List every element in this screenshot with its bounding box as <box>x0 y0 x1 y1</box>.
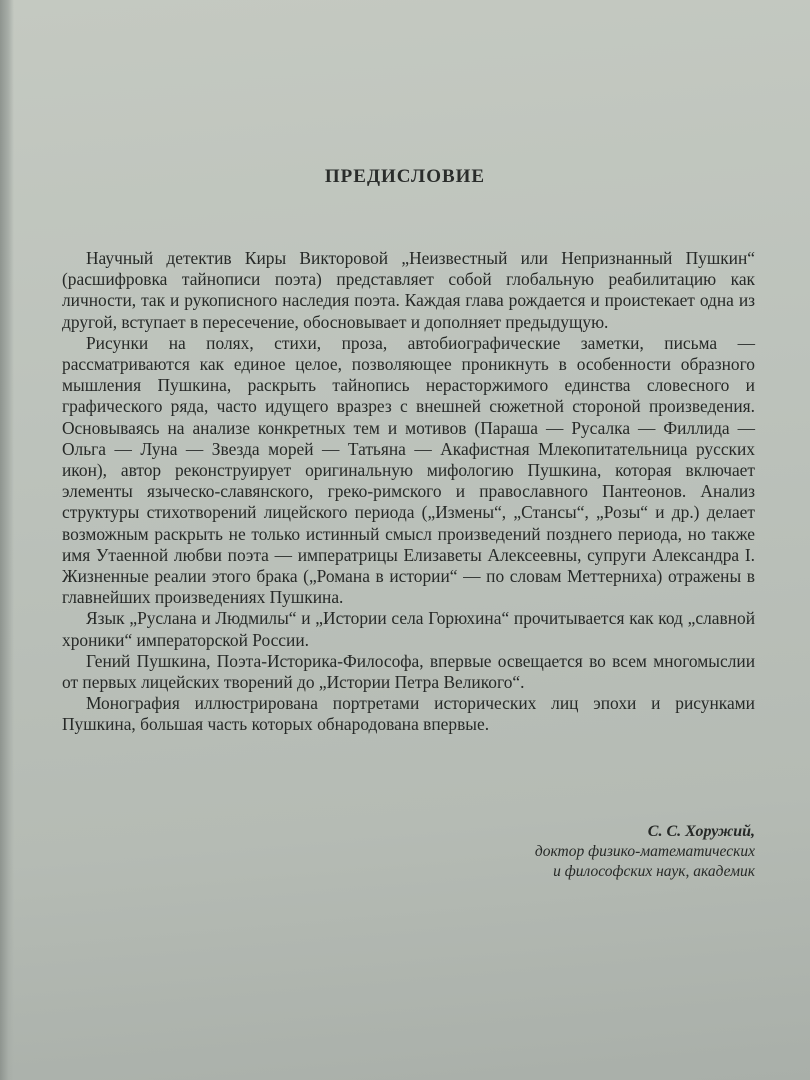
signature-name: С. С. Хоружий, <box>647 823 755 840</box>
page-title: ПРЕДИСЛОВИЕ <box>324 166 486 187</box>
paragraph-1: Научный детектив Киры Викторовой „Неизвестный или Непризнанный Пушкин“ (расшифровка тайнописи поэта) представляет собой глобальную реабилитацию как личности, так и рукописного наследия поэта. Каждая глава рождается и проистекает одна из другой, вступает в пересечение, обосновывает и дополняет предыдущую. <box>62 248 755 332</box>
paragraph-3: Язык „Руслана и Людмилы“ и „Истории села Горюхина“ прочитывается как код „славной хроники“ императорской России. <box>62 608 755 650</box>
signature-title-line1: доктор физико-математических <box>534 843 755 860</box>
preface-body <box>62 248 755 736</box>
signature-title-line2: и философских наук, академик <box>553 863 755 880</box>
paragraph-2: Рисунки на полях, стихи, проза, автобиографические заметки, письма — рассматриваются как единое целое, позволяющее проникнуть в особенности образного мышления Пушкина, раскрыть тайнопись нерасторжимого единства словесного и графического ряда, часто идущего вразрез с внешней сюжетной стороной произведения. Основываясь на анализе конкретных тем и мотивов (Параша — Русалка — Филлида — Ольга — Луна — Звезда морей — Татьяна — Акафистная Млекопитательница русских икон), автор реконструирует оригинальную мифологию Пушкина, которая включает элементы языческо-славянского, греко-римского и православного Пантеонов. Анализ структуры стихотворений лицейского периода („Измены“, „Стансы“, „Розы“ и др.) делает возможным раскрыть не только истинный смысл произведений позднего периода, но также имя Утаенной любви поэта — императрицы Елизаветы Алексеевны, супруги Александра I. Жизненные реалии этого брака („Романа в истории“ — по словам Меттерниха) отражены в главнейших произведениях Пушкина. <box>62 332 755 608</box>
paragraph-4: Гений Пушкина, Поэта-Историка-Философа, впервые освещается во всем многомыслии от первых лицейских творений до „Истории Петра Великого“. <box>62 650 755 693</box>
author-signature <box>535 822 755 882</box>
page-edge-shadow <box>0 0 14 1080</box>
paragraph-5: Монография иллюстрирована портретами исторических лиц эпохи и рисунками Пушкина, большая часть которых обнародована впервые. <box>62 693 755 735</box>
